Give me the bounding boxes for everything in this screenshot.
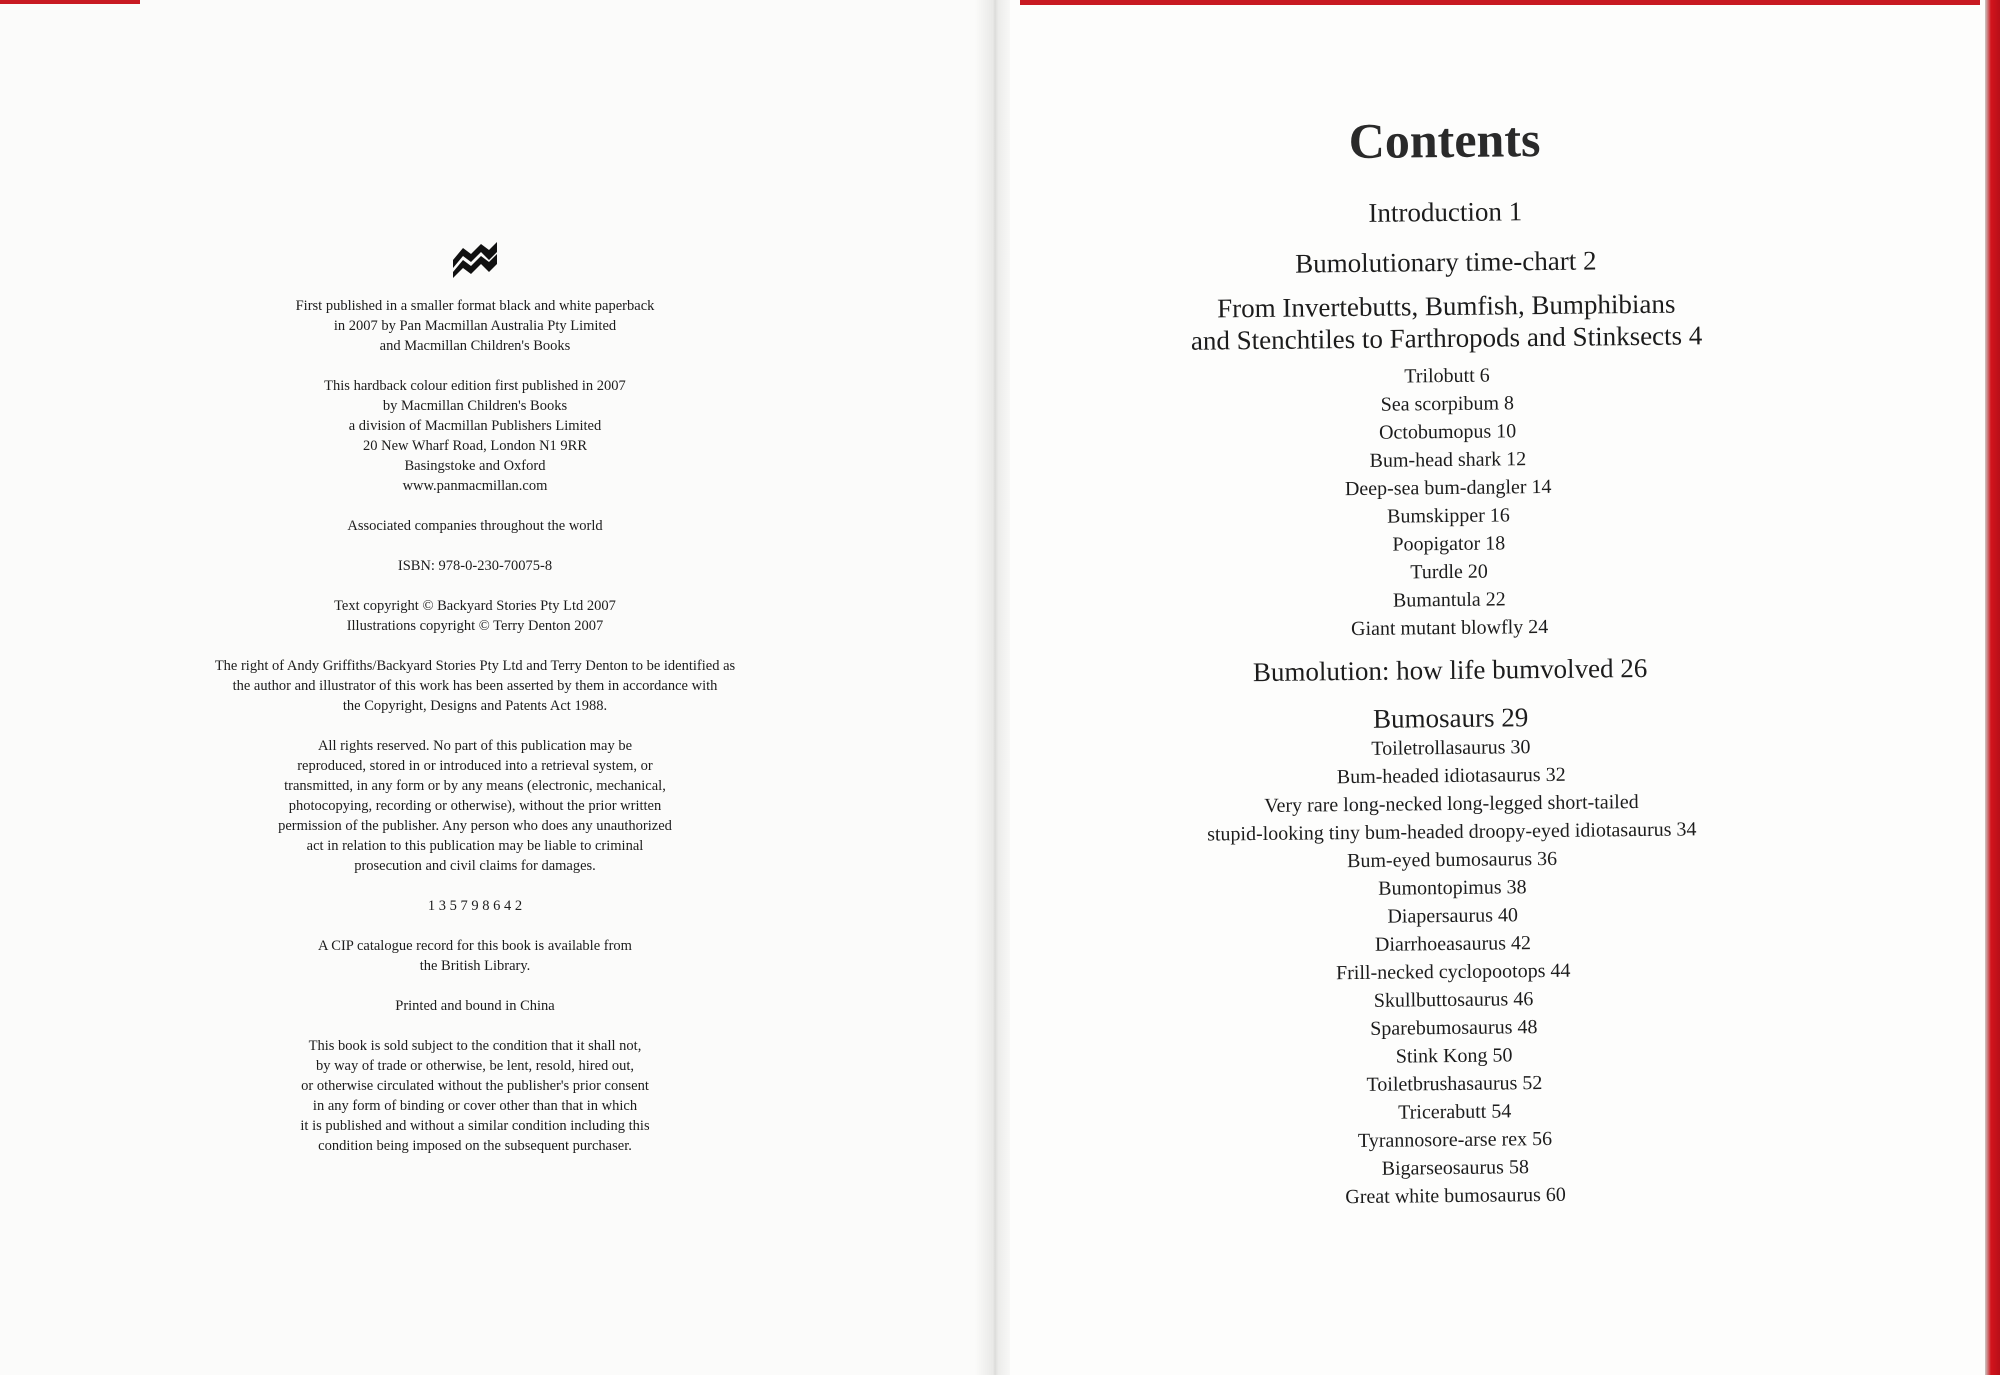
imprint-line: the author and illustrator of this work has been asserted by them in accordance with [232, 678, 718, 694]
imprint-line: prosecution and civil claims for damages. [354, 858, 596, 874]
imprint-line: www.panmacmillan.com [402, 478, 548, 494]
toc-section-invertebutts-line2: and Stenchtiles to Farthropods and Stinksects 4 [1190, 320, 1703, 356]
imprint-line: 20 New Wharf Road, London N1 9RR [362, 438, 588, 454]
imprint-paragraph [140, 376, 810, 496]
toc-entry: Bumontopimus 38 [1378, 876, 1527, 900]
toc-entry: Turdle 20 [1410, 560, 1488, 584]
toc-entry: Poopigator 18 [1392, 532, 1506, 556]
imprint-line: Basingstoke and Oxford [404, 458, 546, 474]
toc-entry: Very rare long-necked long-legged short-tailed [1264, 791, 1639, 817]
imprint-line: and Macmillan Children's Books [379, 338, 571, 354]
imprint-paragraph [140, 656, 810, 716]
imprint-line: Printed and bound in China [395, 998, 555, 1014]
imprint-line: First published in a smaller format black and white paperback [295, 298, 655, 314]
toc-entry: Bum-head shark 12 [1369, 448, 1527, 472]
imprint-line: A CIP catalogue record for this book is available from [318, 938, 632, 954]
toc-invertebutts-list [1107, 358, 1790, 645]
imprint-line: the British Library. [419, 958, 531, 974]
imprint-line: Illustrations copyright © Terry Denton 2007 [346, 618, 604, 634]
toc-entry: Tricerabutt 54 [1398, 1100, 1512, 1124]
cover-edge-right [1985, 0, 2000, 1375]
imprint-line: or otherwise circulated without the publisher's prior consent [301, 1078, 649, 1094]
imprint-paragraph [140, 896, 810, 916]
toc-entry: Deep-sea bum-dangler 14 [1344, 475, 1552, 501]
imprint-line: permission of the publisher. Any person who does any unauthorized [278, 818, 672, 834]
contents-page [1104, 106, 1795, 1213]
toc-entry: Stink Kong 50 [1395, 1044, 1513, 1068]
toc-entry: Bigarseosaurus 58 [1381, 1156, 1530, 1180]
imprint-line: Text copyright © Backyard Stories Pty Ltd 2007 [334, 598, 616, 614]
imprint-line: transmitted, in any form or by any means (electronic, mechanical, [284, 778, 666, 794]
toc-entry-timechart: Bumolutionary time-chart 2 [1294, 245, 1597, 279]
imprint-paragraph [140, 1036, 810, 1156]
macmillan-logo-icon [451, 238, 499, 278]
toc-entry: Sea scorpibum 8 [1380, 392, 1515, 416]
imprint-line: act in relation to this publication may be liable to criminal [306, 838, 644, 854]
toc-entry: Octobumopus 10 [1378, 420, 1517, 444]
imprint-line: 1 3 5 7 9 8 6 4 2 [427, 898, 523, 914]
toc-entry: stupid-looking tiny bum-headed droopy-eyed idiotasaurus 34 [1207, 818, 1697, 846]
imprint-line: photocopying, recording or otherwise), without the prior written [288, 798, 662, 814]
toc-entry: Frill-necked cyclopootops 44 [1335, 959, 1571, 985]
imprint-line: the Copyright, Designs and Patents Act 1988. [342, 698, 608, 714]
imprint-paragraph [140, 296, 810, 356]
imprint-line: condition being imposed on the subsequent purchaser. [318, 1138, 632, 1154]
contents-title: Contents [1348, 111, 1541, 170]
imprint-line: by way of trade or otherwise, be lent, resold, hired out, [315, 1058, 635, 1074]
imprint-line: ISBN: 978-0-230-70075-8 [397, 558, 553, 574]
imprint-line: Associated companies throughout the world [347, 518, 603, 534]
cover-edge-top-right [1020, 0, 1980, 5]
toc-entry: Bumantula 22 [1392, 588, 1506, 612]
imprint-line: in 2007 by Pan Macmillan Australia Pty Limited [333, 318, 617, 334]
cover-edge-top-left [0, 0, 140, 4]
toc-entry: Diapersaurus 40 [1387, 904, 1519, 928]
toc-entry: Bumskipper 16 [1386, 504, 1510, 528]
toc-entry: Sparebumosaurus 48 [1370, 1016, 1538, 1040]
imprint-line: reproduced, stored in or introduced into a retrieval system, or [297, 758, 653, 774]
imprint-paragraph [140, 596, 810, 636]
imprint-text [140, 296, 810, 1156]
imprint-paragraph [140, 996, 810, 1016]
imprint-paragraph [140, 736, 810, 876]
toc-entry: Skullbuttosaurus 46 [1373, 988, 1534, 1012]
toc-entry-introduction: Introduction 1 [1368, 196, 1523, 228]
toc-entry: Great white bumosaurus 60 [1345, 1183, 1566, 1209]
imprint-line: in any form of binding or cover other than that in which [312, 1098, 638, 1114]
imprint-page [140, 238, 810, 1176]
imprint-line: it is published and without a similar condition including this [300, 1118, 650, 1134]
toc-section-invertebutts [1106, 286, 1787, 357]
imprint-line: This hardback colour edition first published in 2007 [324, 378, 626, 394]
toc-entry: Bum-eyed bumosaurus 36 [1346, 847, 1558, 873]
toc-entry: Giant mutant blowfly 24 [1350, 615, 1549, 641]
book-gutter [975, 0, 1015, 1375]
toc-entry-bumolution: Bumolution: how life bumvolved 26 [1252, 652, 1648, 688]
imprint-line: The right of Andy Griffiths/Backyard Stories Pty Ltd and Terry Denton to be identified as [214, 658, 736, 674]
toc-entry: Toiletbrushasaurus 52 [1366, 1072, 1543, 1096]
toc-bumosaurs-list [1111, 730, 1796, 1213]
toc-entry: Toiletrollasaurus 30 [1371, 736, 1531, 760]
toc-entry: Diarrhoeasaurus 42 [1374, 932, 1532, 956]
toc-entry: Bum-headed idiotasaurus 32 [1336, 763, 1566, 789]
imprint-line: This book is sold subject to the condition that it shall not, [308, 1038, 642, 1054]
imprint-paragraph [140, 936, 810, 976]
imprint-paragraph [140, 556, 810, 576]
toc-entry: Trilobutt 6 [1404, 364, 1490, 388]
toc-section-bumosaurs: Bumosaurs 29 [1372, 702, 1529, 734]
imprint-line: All rights reserved. No part of this publication may be [317, 738, 633, 754]
imprint-line: a division of Macmillan Publishers Limited [348, 418, 602, 434]
imprint-paragraph [140, 516, 810, 536]
toc-section-invertebutts-line1: From Invertebutts, Bumfish, Bumphibians [1217, 288, 1676, 324]
toc-entry: Tyrannosore-arse rex 56 [1357, 1127, 1553, 1152]
imprint-line: by Macmillan Children's Books [382, 398, 568, 414]
